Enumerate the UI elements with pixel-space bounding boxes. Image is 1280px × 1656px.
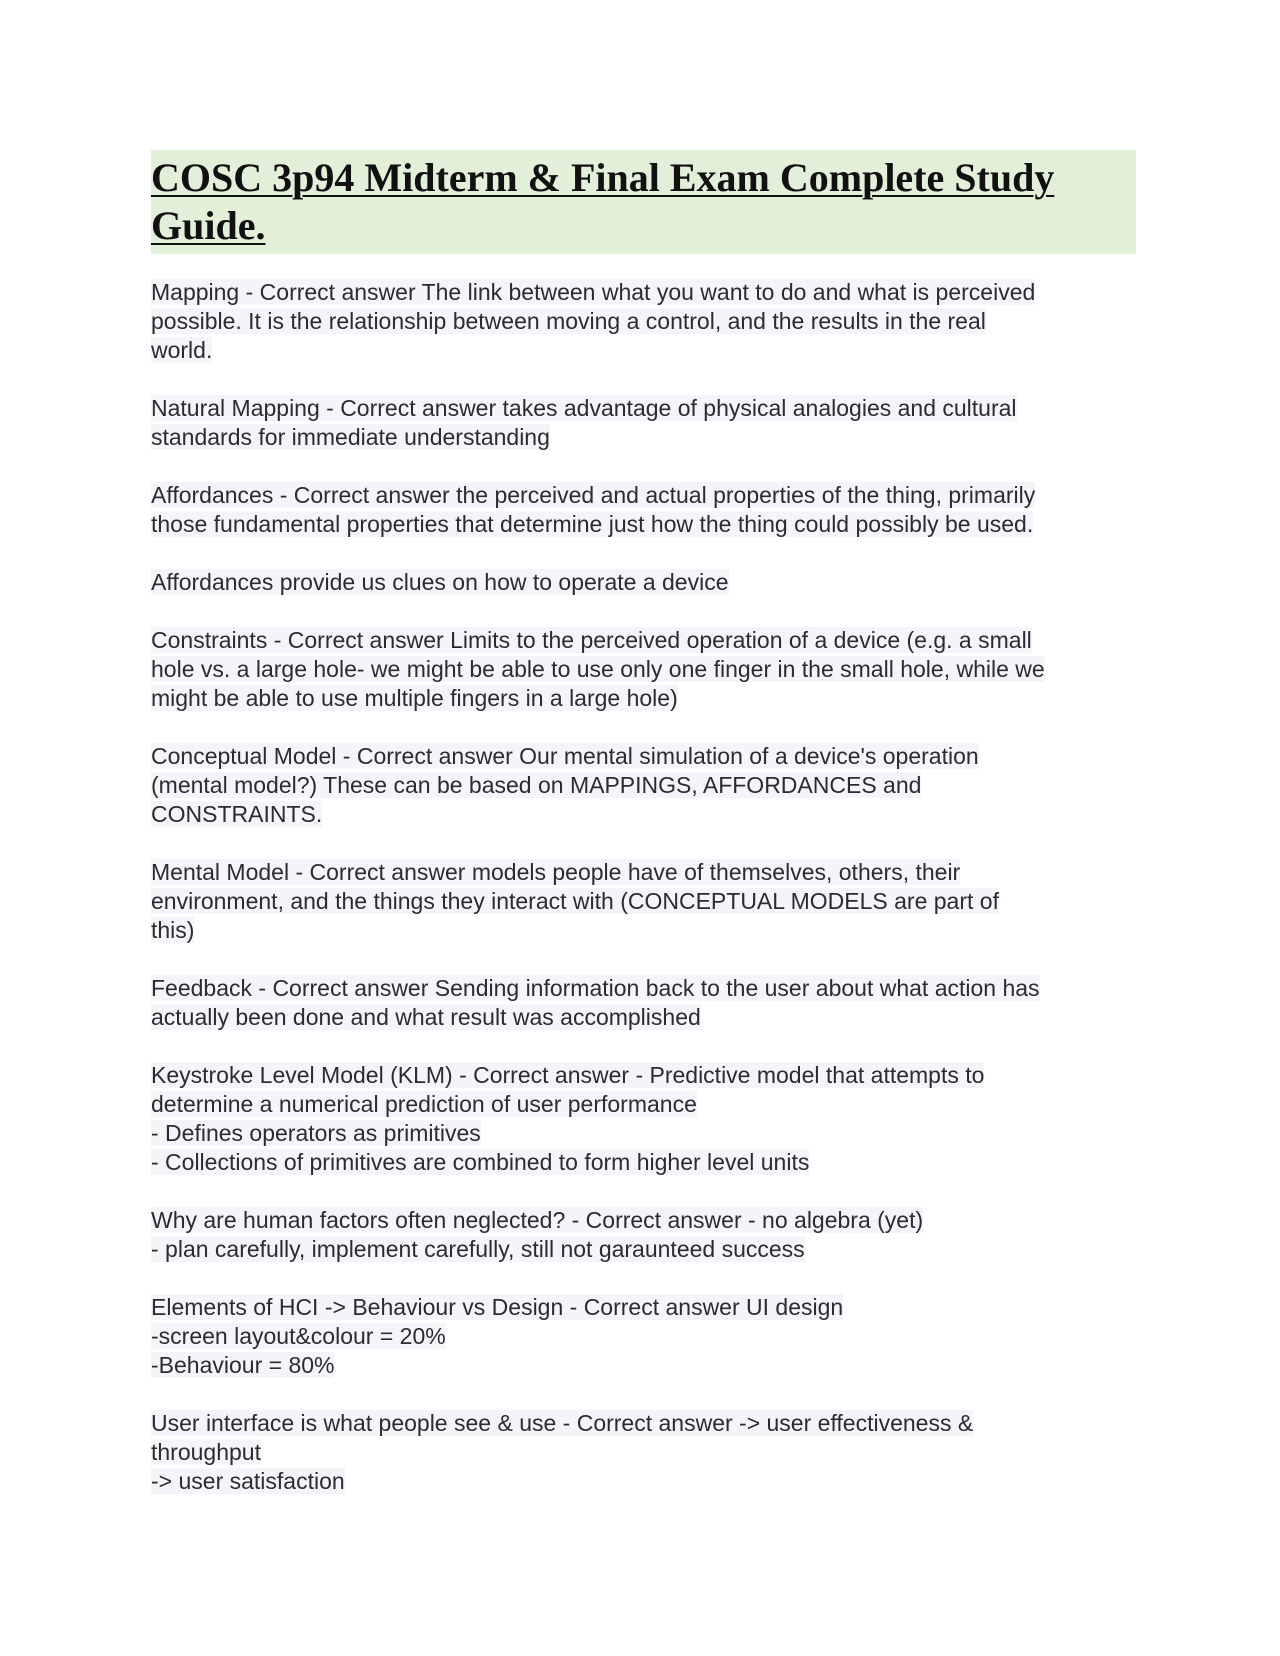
study-guide-entries	[151, 278, 1136, 1496]
entry-line-text: throughput	[151, 1439, 261, 1465]
entry-line	[151, 1351, 1136, 1380]
study-entry	[151, 974, 1136, 1032]
document-page	[151, 150, 1136, 1525]
entry-line	[151, 510, 1136, 539]
entry-line	[151, 858, 1136, 887]
study-entry	[151, 858, 1136, 945]
entry-line	[151, 1061, 1136, 1090]
entry-line-text: actually been done and what result was accomplished	[151, 1004, 701, 1030]
entry-line-text: User interface is what people see & use - Correct answer -> user effectiveness &	[151, 1410, 974, 1436]
entry-line-text: - plan carefully, implement carefully, still not garaunteed success	[151, 1236, 805, 1262]
entry-line-text: this)	[151, 917, 195, 943]
entry-line	[151, 278, 1136, 307]
entry-line	[151, 1090, 1136, 1119]
entry-line	[151, 336, 1136, 365]
entry-line-text: -> user satisfaction	[151, 1468, 345, 1494]
study-entry	[151, 1061, 1136, 1177]
entry-line	[151, 684, 1136, 713]
entry-line	[151, 1438, 1136, 1467]
study-entry	[151, 1293, 1136, 1380]
entry-line-text: Conceptual Model - Correct answer Our mental simulation of a device's operation	[151, 743, 979, 769]
entry-line	[151, 423, 1136, 452]
entry-line-text: Natural Mapping - Correct answer takes advantage of physical analogies and cultural	[151, 395, 1017, 421]
entry-line	[151, 1206, 1136, 1235]
study-entry	[151, 278, 1136, 365]
entry-line-text: Why are human factors often neglected? - Correct answer - no algebra (yet)	[151, 1207, 924, 1233]
entry-line-text: might be able to use multiple fingers in a large hole)	[151, 685, 678, 711]
entry-line-text: environment, and the things they interact with (CONCEPTUAL MODELS are part of	[151, 888, 999, 914]
entry-line	[151, 1003, 1136, 1032]
entry-line-text: (mental model?) These can be based on MAPPINGS, AFFORDANCES and	[151, 772, 922, 798]
entry-line	[151, 1148, 1136, 1177]
entry-line	[151, 481, 1136, 510]
entry-line	[151, 974, 1136, 1003]
study-entry	[151, 394, 1136, 452]
entry-line	[151, 394, 1136, 423]
title-highlight	[151, 150, 1136, 254]
entry-line	[151, 742, 1136, 771]
entry-line	[151, 655, 1136, 684]
entry-line	[151, 1235, 1136, 1264]
entry-line-text: Affordances - Correct answer the perceived and actual properties of the thing, primarily	[151, 482, 1036, 508]
entry-line	[151, 800, 1136, 829]
entry-line	[151, 916, 1136, 945]
entry-line	[151, 307, 1136, 336]
study-entry	[151, 742, 1136, 829]
entry-line-text: Mental Model - Correct answer models people have of themselves, others, their	[151, 859, 961, 885]
study-entry	[151, 481, 1136, 539]
entry-line-text: hole vs. a large hole- we might be able to use only one finger in the small hole, while we	[151, 656, 1045, 682]
entry-line-text: standards for immediate understanding	[151, 424, 550, 450]
entry-line-text: -screen layout&colour = 20%	[151, 1323, 446, 1349]
entry-line-text: those fundamental properties that determine just how the thing could possibly be used.	[151, 511, 1034, 537]
entry-line	[151, 1293, 1136, 1322]
entry-line-text: Constraints - Correct answer Limits to the perceived operation of a device (e.g. a small	[151, 627, 1032, 653]
study-entry	[151, 1409, 1136, 1496]
entry-line	[151, 771, 1136, 800]
entry-line	[151, 626, 1136, 655]
entry-line-text: determine a numerical prediction of user performance	[151, 1091, 697, 1117]
entry-line-text: CONSTRAINTS.	[151, 801, 323, 827]
entry-line	[151, 568, 1136, 597]
entry-line	[151, 887, 1136, 916]
entry-line-text: possible. It is the relationship between moving a control, and the results in the real	[151, 308, 986, 334]
entry-line-text: Keystroke Level Model (KLM) - Correct answer - Predictive model that attempts to	[151, 1062, 985, 1088]
entry-line-text: Elements of HCI -> Behaviour vs Design - Correct answer UI design	[151, 1294, 844, 1320]
entry-line	[151, 1409, 1136, 1438]
entry-line	[151, 1322, 1136, 1351]
study-entry	[151, 626, 1136, 713]
study-entry	[151, 1206, 1136, 1264]
entry-line	[151, 1119, 1136, 1148]
entry-line	[151, 1467, 1136, 1496]
entry-line-text: world.	[151, 337, 213, 363]
entry-line-text: Affordances provide us clues on how to operate a device	[151, 569, 729, 595]
entry-line-text: Feedback - Correct answer Sending information back to the user about what action has	[151, 975, 1040, 1001]
entry-line-text: - Collections of primitives are combined to form higher level units	[151, 1149, 810, 1175]
study-entry	[151, 568, 1136, 597]
entry-line-text: Mapping - Correct answer The link between what you want to do and what is perceived	[151, 279, 1036, 305]
document-title: COSC 3p94 Midterm & Final Exam Complete Study Guide.	[151, 155, 1055, 248]
entry-line-text: -Behaviour = 80%	[151, 1352, 335, 1378]
entry-line-text: - Defines operators as primitives	[151, 1120, 481, 1146]
